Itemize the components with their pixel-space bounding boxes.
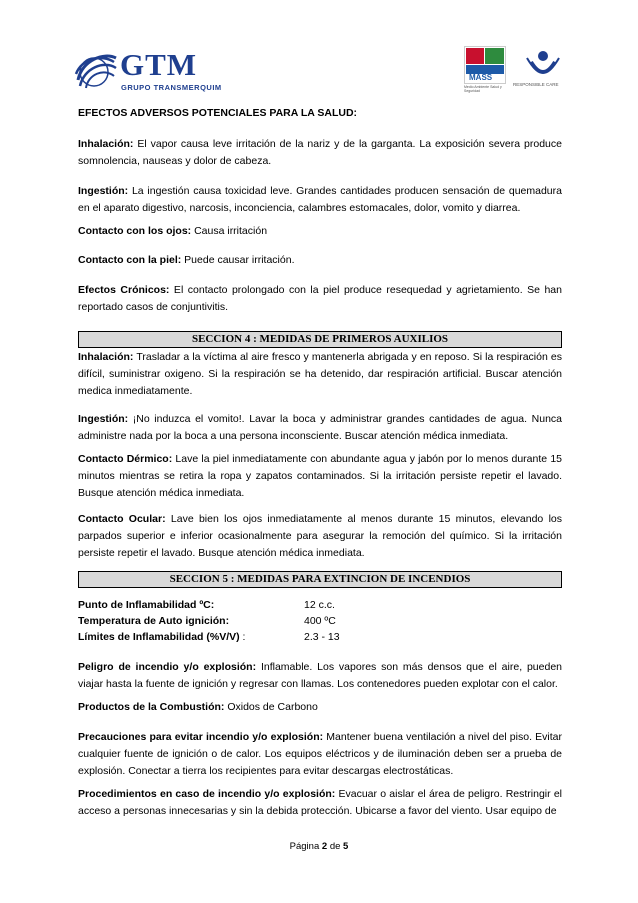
mass-logo	[464, 46, 506, 102]
fa-ingestion: Ingestión: ¡No induzca el vomito!. Lavar la boca y administrar grandes cantidades de agua. Nunca administre nada por la boca a una persona inconsciente. Buscar atención médica inmediata.	[78, 413, 562, 442]
health-chronic: Efectos Crónicos: El contacto prolongado con la piel produce resequedad y agrietamiento. Se han reportado casos de conjuntivitis.	[78, 284, 562, 313]
health-eye-contact: Contacto con los ojos: Causa irritación	[78, 225, 268, 237]
fa-skin-contact: Contacto Dérmico: Lave la piel inmediatamente con abundante agua y jabón por lo menos durante 15 minutos mientras se retira la ropa y zapatos contaminados. Si la irritación persiste repetir el lavado. Busque atención médica inmediata.	[78, 453, 562, 499]
responsible-care-label: RESPONSIBLE CARE	[513, 82, 559, 87]
gtm-wordmark: GTM	[120, 47, 198, 82]
prop-value: 12 c.c.	[304, 599, 335, 611]
prop-value: 400 ºC	[304, 615, 336, 627]
responsible-care-logo	[513, 46, 573, 96]
fire-precautions: Precauciones para evitar incendio y/o explosión: Mantener buena ventilación a nivel del piso. Evitar cualquier fuente de ignición o de calor. Los equipos eléctricos y de iluminación deben ser a prueba de explosión. Conectar a tierra los recipientes para evitar descargas electrostáticas.	[78, 731, 562, 777]
page-footer: Página 2 de 5	[289, 841, 349, 852]
prop-row: Temperatura de Auto ignición:	[78, 615, 230, 627]
prop-row: Punto de Inflamabilidad ºC:	[78, 599, 215, 611]
prop-value: 2.3 - 13	[304, 631, 340, 643]
responsible-care-icon	[513, 46, 573, 82]
fire-procedures: Procedimientos en caso de incendio y/o explosión: Evacuar o aislar el área de peligro. Restringir el acceso a personas innecesarias y sin la debida protección. Ubicarse a favor del viento. Usar equipo de	[78, 788, 563, 817]
fire-hazard: Peligro de incendio y/o explosión: Inflamable. Los vapores son más densos que el aire, pueden viajar hasta la fuente de ignición y regresar con llamas. Los contenedores pueden explotar con el calor.	[78, 661, 562, 690]
section-4-header: SECCION 4 : MEDIDAS DE PRIMEROS AUXILIOS	[78, 331, 562, 348]
section-5-header: SECCION 5 : MEDIDAS PARA EXTINCION DE INCENDIOS	[78, 571, 562, 588]
health-skin-contact: Contacto con la piel: Puede causar irritación.	[78, 254, 295, 266]
health-heading: EFECTOS ADVERSOS POTENCIALES PARA LA SALUD:	[78, 107, 358, 119]
gtm-subtitle: GRUPO TRANSMERQUIM	[121, 83, 222, 92]
globe-icon	[74, 50, 118, 90]
prop-row: Límites de Inflamabilidad (%V/V) :	[78, 631, 246, 643]
combustion-products: Productos de la Combustión: Oxidos de Carbono	[78, 701, 318, 713]
fa-inhalation: Inhalación: Trasladar a la víctima al aire fresco y mantenerla abrigada y en reposo. Si la respiración es difícil, suministrar oxigeno. Si la respiración se ha detenido, dar respiración artificial. Buscar atención medica inmediatamente.	[78, 351, 562, 397]
mass-label: MASS	[469, 73, 493, 82]
health-ingestion: Ingestión: La ingestión causa toxicidad leve. Grandes cantidades producen sensación de quemadura en el aparato digestivo, narcosis, inconciencia, calambres estomacales, dolor, vomito y diarrea.	[78, 185, 562, 214]
mass-subtitle: Medio Ambiente Salud y Seguridad	[464, 85, 502, 93]
fa-eye-contact: Contacto Ocular: Lave bien los ojos inmediatamente al menos durante 15 minutos, elevando los parpados superior e inferior ocasionalmente para asegurar la remoción del químico. Si la irritación persiste repetir el lavado. Busque atención médica inmediata.	[78, 513, 562, 559]
gtm-logo	[74, 48, 224, 94]
health-inhalation: Inhalación: El vapor causa leve irritación de la nariz y de la garganta. La exposición severa produce somnolencia, nauseas y dolor de cabeza.	[78, 138, 562, 167]
